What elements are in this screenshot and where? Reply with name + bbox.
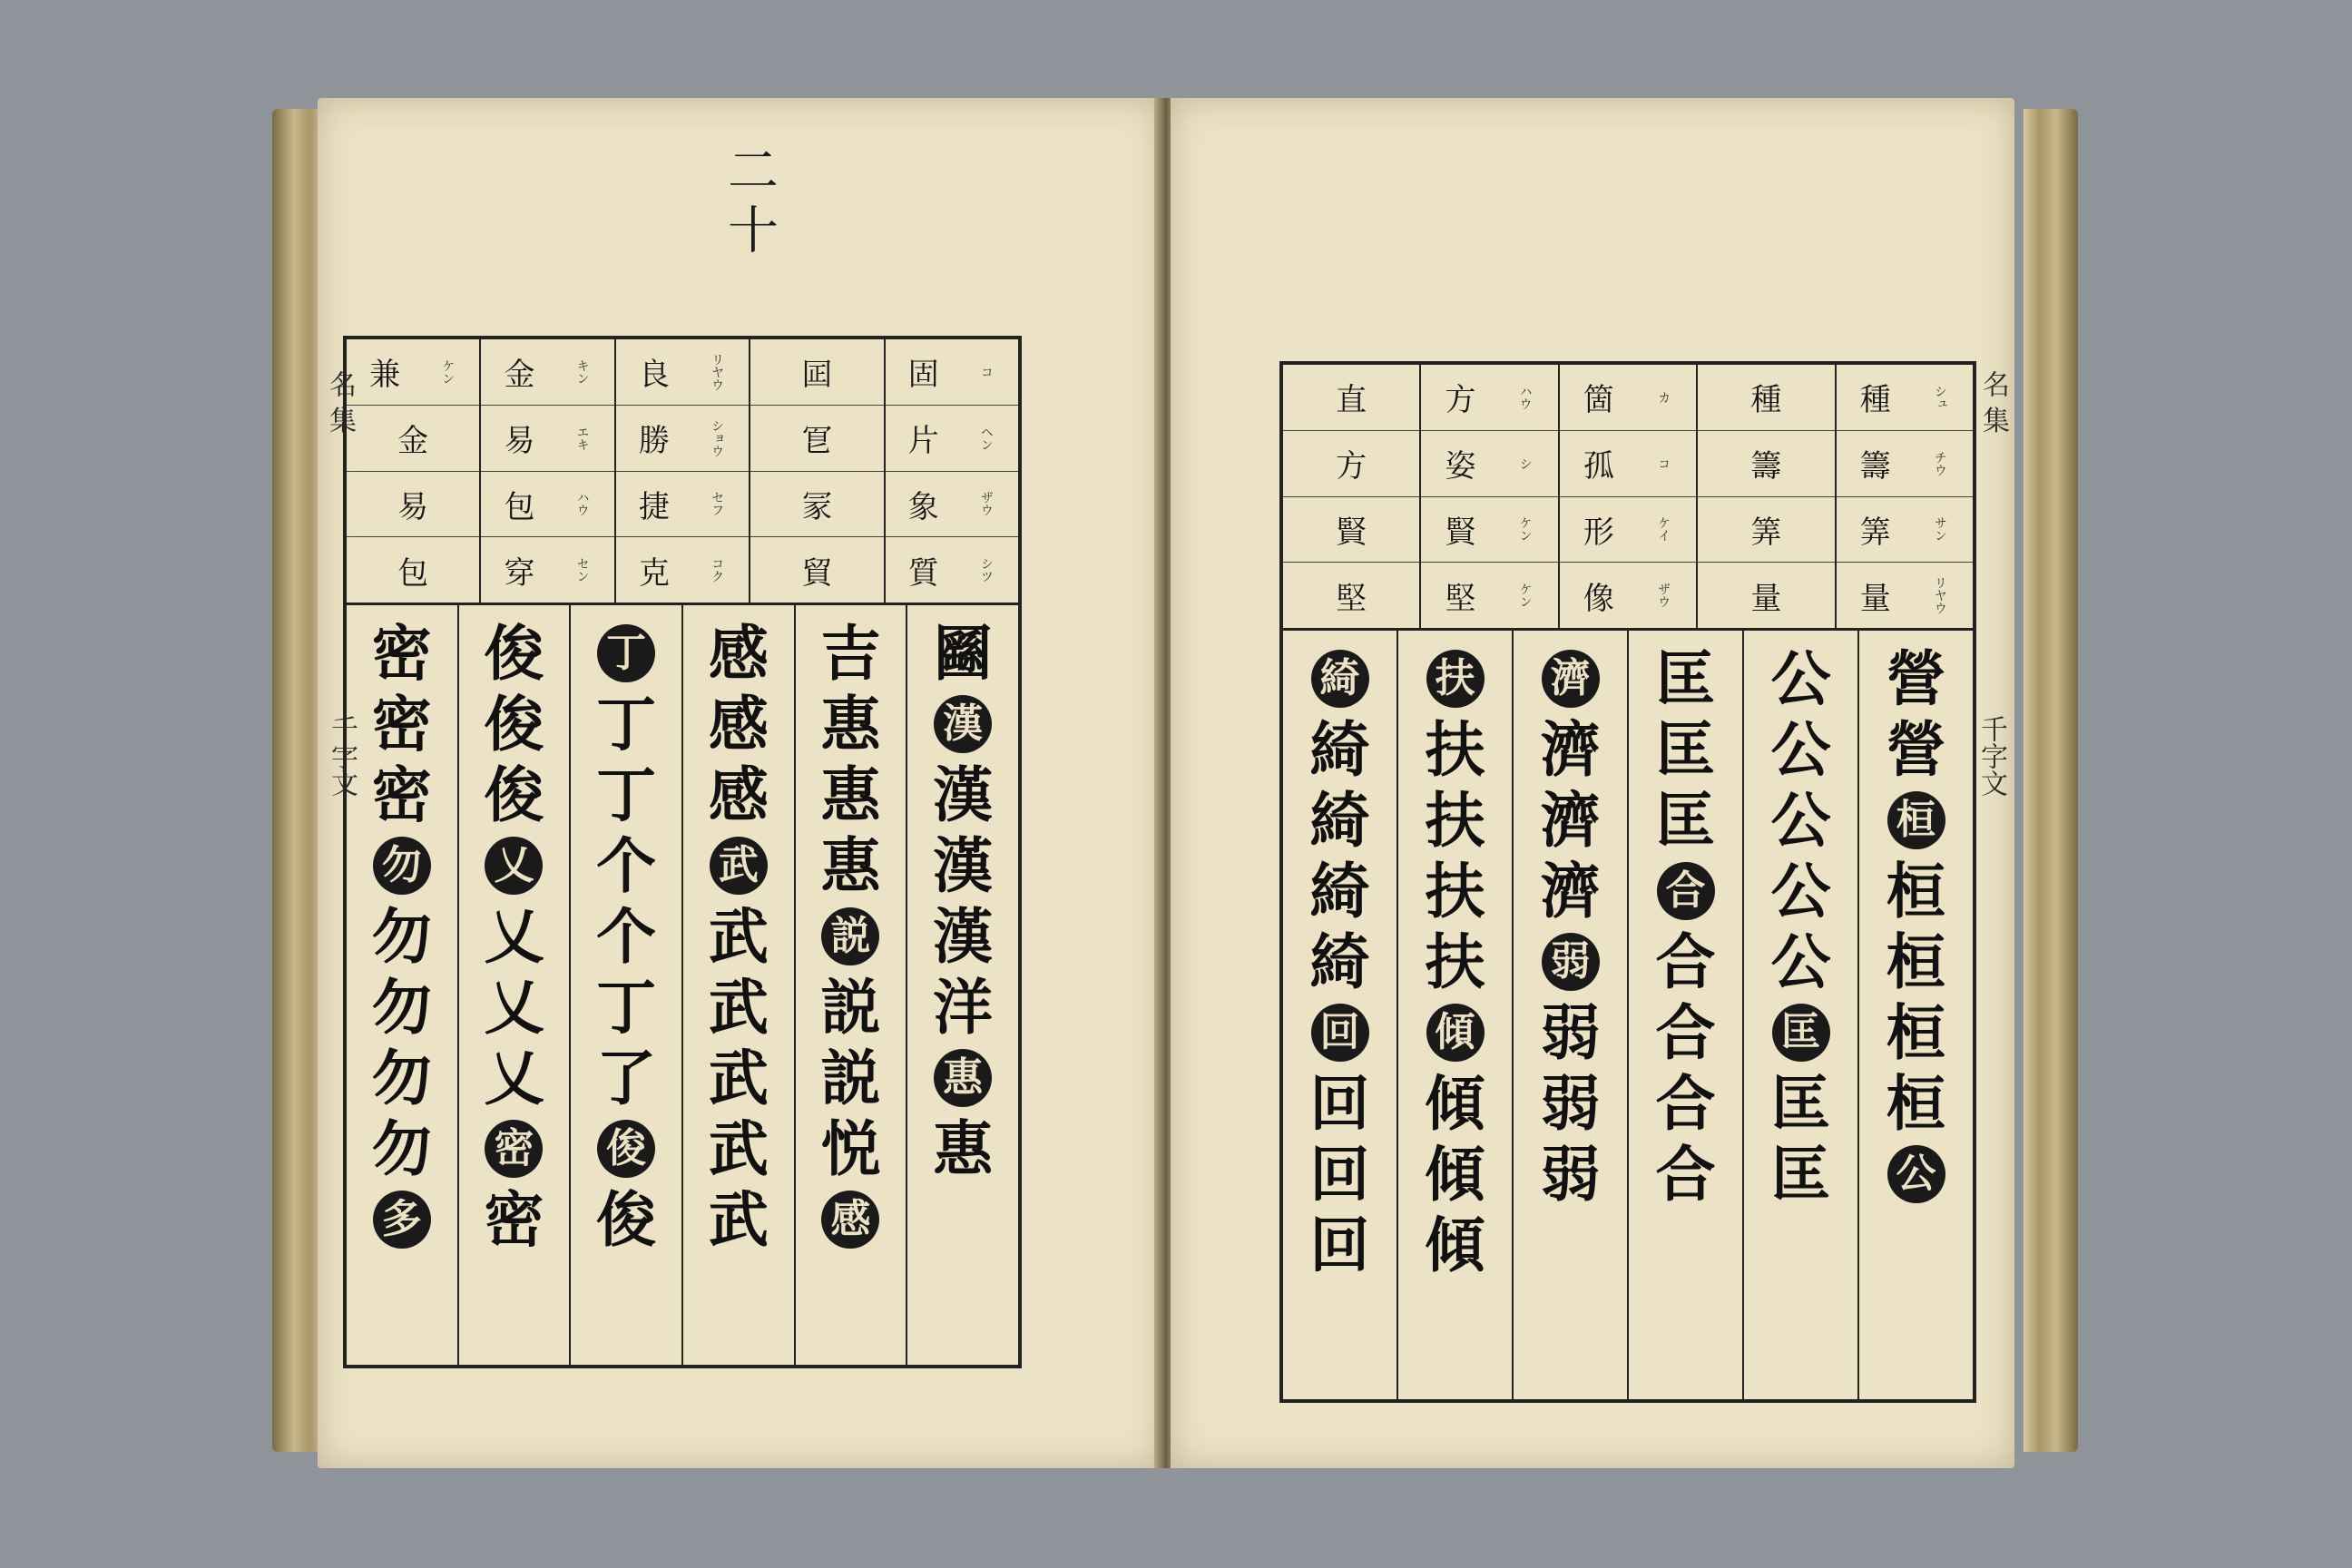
script-variant-glyph: 乂: [484, 901, 544, 972]
script-variant-glyph: 悦: [820, 1113, 881, 1184]
header-cell: [481, 472, 613, 538]
script-variant-glyph: 桓: [1886, 926, 1946, 997]
script-variant-glyph: 惠: [933, 1113, 994, 1184]
header-glyph: 克: [638, 554, 670, 592]
reading-note: ハウ: [1517, 384, 1533, 410]
left-header-table: [347, 339, 1018, 605]
header-cell: [750, 339, 883, 406]
header-cell: [750, 472, 883, 538]
header-cell: [1560, 497, 1696, 564]
header-column: [749, 339, 883, 603]
header-column: [479, 339, 613, 603]
script-variant-glyph: 勿: [371, 1043, 432, 1113]
header-cell: [347, 406, 479, 472]
header-glyph: 勝: [638, 423, 670, 460]
reading-note: ハウ: [574, 491, 590, 517]
left-header-columns: [347, 339, 1018, 603]
header-glyph: 冡: [801, 488, 833, 525]
script-variant-glyph: 合: [1655, 997, 1716, 1068]
header-cell: [1698, 365, 1834, 431]
script-variant-glyph: 俊: [484, 689, 544, 760]
header-glyph: 捷: [638, 488, 670, 525]
header-cell: [347, 537, 479, 603]
header-glyph: 賢: [1445, 514, 1476, 551]
circled-entry-glyph: 匡: [1772, 1004, 1830, 1062]
header-glyph: 種: [1859, 382, 1891, 419]
header-glyph: 穿: [504, 554, 535, 592]
script-variant-glyph: 漢: [933, 901, 994, 972]
reading-note: ザウ: [1656, 583, 1671, 609]
header-cell: [481, 406, 613, 472]
script-variant-glyph: 勿: [371, 972, 432, 1043]
script-variant-glyph: 丁: [596, 972, 657, 1043]
script-variant-glyph: 扶: [1425, 856, 1485, 926]
left-tab-label: 名 集: [324, 370, 356, 434]
reading-note: セフ: [710, 491, 725, 517]
glyph-column: [1742, 631, 1857, 1399]
header-glyph: 種: [1750, 382, 1782, 419]
script-variant-glyph: 密: [484, 1184, 544, 1255]
header-glyph: 方: [1336, 448, 1367, 485]
script-variant-glyph: 弱: [1540, 997, 1601, 1068]
script-variant-glyph: 勿: [371, 1113, 432, 1184]
header-cell: [1837, 365, 1973, 431]
right-side-label: 千字文: [1975, 715, 2007, 797]
header-glyph: 金: [504, 357, 535, 394]
circled-entry-glyph: 多: [373, 1191, 431, 1249]
header-glyph: 囸: [801, 357, 833, 394]
header-glyph: 質: [907, 554, 939, 592]
script-variant-glyph: 匡: [1655, 643, 1716, 714]
circled-entry-glyph: 俊: [597, 1120, 655, 1178]
header-column: [614, 339, 749, 603]
header-cell: [750, 406, 883, 472]
header-cell: [886, 406, 1018, 472]
header-glyph: 片: [907, 423, 939, 460]
script-variant-glyph: 濟: [1540, 785, 1601, 856]
right-tab-label: 名 集: [1977, 370, 2009, 434]
script-variant-glyph: 惠: [820, 830, 881, 901]
header-glyph: 堅: [1445, 580, 1476, 617]
reading-note: エキ: [574, 425, 590, 451]
glyph-column: [1396, 631, 1512, 1399]
header-glyph: 固: [907, 357, 939, 394]
script-variant-glyph: 勿: [371, 901, 432, 972]
script-variant-glyph: 密: [371, 618, 432, 689]
header-glyph: 箇: [1583, 382, 1614, 419]
header-cell: [616, 339, 749, 406]
reading-note: ケイ: [1656, 516, 1671, 543]
circled-entry-glyph: 桓: [1887, 791, 1945, 849]
script-variant-glyph: 洋: [933, 972, 994, 1043]
reading-note: ザウ: [978, 491, 994, 517]
circled-entry-glyph: 濟: [1542, 650, 1600, 708]
header-cell: [1421, 563, 1557, 628]
script-variant-glyph: 傾: [1425, 1139, 1485, 1210]
header-glyph: 易: [504, 423, 535, 460]
header-cell: [481, 339, 613, 406]
script-variant-glyph: 綺: [1309, 714, 1370, 785]
script-variant-glyph: 匡: [1770, 1139, 1831, 1210]
circled-entry-glyph: 乂: [485, 837, 543, 895]
header-cell: [886, 537, 1018, 603]
circled-entry-glyph: 綺: [1311, 650, 1369, 708]
header-column: [1419, 365, 1557, 628]
script-variant-glyph: 合: [1655, 926, 1716, 997]
script-variant-glyph: 丁: [596, 689, 657, 760]
header-glyph: 量: [1859, 580, 1891, 617]
script-variant-glyph: 丁: [596, 760, 657, 830]
header-cell: [1283, 497, 1419, 564]
right-header-columns: [1283, 365, 1973, 628]
script-variant-glyph: 武: [708, 1043, 769, 1113]
header-cell: [886, 339, 1018, 406]
script-variant-glyph: 扶: [1425, 926, 1485, 997]
script-variant-glyph: 桓: [1886, 1068, 1946, 1139]
left-body-columns: [347, 605, 1018, 1365]
circled-entry-glyph: 回: [1311, 1004, 1369, 1062]
script-variant-glyph: 个: [596, 830, 657, 901]
header-glyph: 良: [638, 357, 670, 394]
script-variant-glyph: 合: [1655, 1068, 1716, 1139]
reading-note: ケン: [1517, 583, 1533, 609]
circled-entry-glyph: 説: [821, 907, 879, 965]
script-variant-glyph: 綺: [1309, 785, 1370, 856]
script-variant-glyph: 匡: [1655, 785, 1716, 856]
right-header-table: [1283, 365, 1973, 631]
header-cell: [1421, 365, 1557, 431]
header-cell: [616, 406, 749, 472]
reading-note: リヤウ: [1932, 576, 1947, 615]
header-glyph: 筭: [1859, 514, 1891, 551]
reading-note: シ: [1517, 456, 1533, 470]
reading-note: ケン: [1517, 516, 1533, 543]
circled-entry-glyph: 密: [485, 1120, 543, 1178]
header-column: [1835, 365, 1973, 628]
header-cell: [886, 472, 1018, 538]
script-variant-glyph: 回: [1309, 1210, 1370, 1280]
header-cell: [1560, 563, 1696, 628]
script-variant-glyph: 公: [1770, 643, 1831, 714]
script-variant-glyph: 吉: [820, 618, 881, 689]
script-variant-glyph: 俊: [596, 1184, 657, 1255]
script-variant-glyph: 乂: [484, 1043, 544, 1113]
script-variant-glyph: 感: [708, 689, 769, 760]
header-cell: [1837, 497, 1973, 564]
circled-entry-glyph: 勿: [373, 837, 431, 895]
header-cell: [750, 537, 883, 603]
reading-note: コク: [710, 557, 725, 583]
script-variant-glyph: 弱: [1540, 1139, 1601, 1210]
header-cell: [616, 537, 749, 603]
script-variant-glyph: 合: [1655, 1139, 1716, 1210]
script-variant-glyph: 感: [708, 618, 769, 689]
script-variant-glyph: 感: [708, 760, 769, 830]
reading-note: リヤウ: [710, 352, 725, 391]
header-column: [1696, 365, 1834, 628]
script-variant-glyph: 个: [596, 901, 657, 972]
script-variant-glyph: 回: [1309, 1139, 1370, 1210]
right-body-columns: [1283, 631, 1973, 1399]
glyph-column: [347, 605, 457, 1365]
circled-entry-glyph: 惠: [934, 1049, 992, 1107]
circled-entry-glyph: 傾: [1426, 1004, 1485, 1062]
circled-entry-glyph: 弱: [1542, 933, 1600, 991]
script-variant-glyph: 公: [1770, 714, 1831, 785]
right-page: [1171, 98, 2014, 1468]
header-cell: [1560, 431, 1696, 497]
script-variant-glyph: 桓: [1886, 856, 1946, 926]
circled-entry-glyph: 感: [821, 1191, 879, 1249]
script-variant-glyph: 漢: [933, 830, 994, 901]
script-variant-glyph: 漢: [933, 760, 994, 830]
header-glyph: 形: [1583, 514, 1614, 551]
header-glyph: 象: [907, 488, 939, 525]
header-cell: [1560, 365, 1696, 431]
header-glyph: 籌: [1750, 448, 1782, 485]
header-glyph: 孤: [1583, 448, 1614, 485]
header-glyph: 直: [1336, 382, 1367, 419]
reading-note: ショウ: [710, 418, 725, 457]
script-variant-glyph: 密: [371, 760, 432, 830]
page-number: 二十: [720, 143, 779, 263]
header-glyph: 包: [397, 554, 429, 592]
header-cell: [1283, 365, 1419, 431]
glyph-column: [1627, 631, 1742, 1399]
reading-note: コ: [1656, 456, 1671, 470]
header-glyph: 像: [1583, 580, 1614, 617]
header-cell: [1283, 431, 1419, 497]
header-glyph: 兼: [369, 357, 401, 394]
header-column: [1558, 365, 1696, 628]
script-variant-glyph: 公: [1770, 926, 1831, 997]
script-variant-glyph: 公: [1770, 856, 1831, 926]
script-variant-glyph: 公: [1770, 785, 1831, 856]
glyph-column: [569, 605, 681, 1365]
header-cell: [1283, 563, 1419, 628]
header-glyph: 金: [397, 423, 429, 460]
header-column: [884, 339, 1018, 603]
script-variant-glyph: 傾: [1425, 1068, 1485, 1139]
script-variant-glyph: 桓: [1886, 997, 1946, 1068]
reading-note: セン: [574, 557, 590, 583]
glyph-column: [794, 605, 906, 1365]
circled-entry-glyph: 公: [1887, 1145, 1945, 1203]
left-page: [318, 98, 1161, 1468]
script-variant-glyph: 乂: [484, 972, 544, 1043]
script-variant-glyph: 密: [371, 689, 432, 760]
header-cell: [1837, 431, 1973, 497]
header-cell: [616, 472, 749, 538]
header-cell: [1421, 431, 1557, 497]
header-cell: [481, 537, 613, 603]
header-cell: [347, 339, 479, 406]
reading-note: カ: [1656, 390, 1671, 404]
header-glyph: 冟: [801, 423, 833, 460]
header-cell: [1698, 431, 1834, 497]
header-glyph: 量: [1750, 580, 1782, 617]
header-glyph: 易: [397, 488, 429, 525]
book-fore-edge-right: [2024, 109, 2078, 1452]
header-glyph: 包: [504, 488, 535, 525]
glyph-column: [457, 605, 570, 1365]
script-variant-glyph: 綺: [1309, 856, 1370, 926]
header-glyph: 賢: [1336, 514, 1367, 551]
script-variant-glyph: 匡: [1770, 1068, 1831, 1139]
script-variant-glyph: 扶: [1425, 714, 1485, 785]
script-variant-glyph: 了: [596, 1043, 657, 1113]
script-variant-glyph: 武: [708, 901, 769, 972]
header-cell: [1421, 497, 1557, 564]
right-table-frame: [1279, 361, 1976, 1403]
script-variant-glyph: 濟: [1540, 856, 1601, 926]
header-glyph: 方: [1445, 382, 1476, 419]
circled-entry-glyph: 丁: [597, 624, 655, 682]
circled-entry-glyph: 合: [1657, 862, 1715, 920]
open-book: [272, 91, 2078, 1488]
script-variant-glyph: 匡: [1655, 714, 1716, 785]
reading-note: ヘン: [978, 425, 994, 451]
header-cell: [1698, 563, 1834, 628]
header-glyph: 姿: [1445, 448, 1476, 485]
left-table-frame: [343, 336, 1022, 1368]
glyph-column: [906, 605, 1018, 1365]
header-glyph: 堅: [1336, 580, 1367, 617]
script-variant-glyph: 説: [820, 1043, 881, 1113]
script-variant-glyph: 㘥: [933, 618, 994, 689]
script-variant-glyph: 扶: [1425, 785, 1485, 856]
header-column: [347, 339, 479, 603]
reading-note: コ: [978, 365, 994, 378]
script-variant-glyph: 回: [1309, 1068, 1370, 1139]
glyph-column: [1283, 631, 1396, 1399]
script-variant-glyph: 營: [1886, 643, 1946, 714]
glyph-column: [1512, 631, 1627, 1399]
reading-note: キン: [574, 358, 590, 385]
script-variant-glyph: 綺: [1309, 926, 1370, 997]
script-variant-glyph: 俊: [484, 618, 544, 689]
header-cell: [1698, 497, 1834, 564]
script-variant-glyph: 説: [820, 972, 881, 1043]
script-variant-glyph: 武: [708, 1113, 769, 1184]
circled-entry-glyph: 武: [710, 837, 768, 895]
reading-note: チウ: [1932, 450, 1947, 476]
circled-entry-glyph: 漢: [934, 695, 992, 753]
header-column: [1283, 365, 1419, 628]
script-variant-glyph: 惠: [820, 760, 881, 830]
header-glyph: 貿: [801, 554, 833, 592]
glyph-column: [681, 605, 794, 1365]
script-variant-glyph: 俊: [484, 760, 544, 830]
reading-note: シツ: [978, 557, 994, 583]
left-side-label: 千字文: [326, 715, 358, 797]
script-variant-glyph: 傾: [1425, 1210, 1485, 1280]
script-variant-glyph: 營: [1886, 714, 1946, 785]
header-glyph: 筭: [1750, 514, 1782, 551]
script-variant-glyph: 濟: [1540, 714, 1601, 785]
script-variant-glyph: 武: [708, 1184, 769, 1255]
header-cell: [1837, 563, 1973, 628]
circled-entry-glyph: 扶: [1426, 650, 1485, 708]
reading-note: サン: [1932, 516, 1947, 543]
reading-note: シュ: [1932, 384, 1947, 410]
header-glyph: 籌: [1859, 448, 1891, 485]
script-variant-glyph: 惠: [820, 689, 881, 760]
script-variant-glyph: 武: [708, 972, 769, 1043]
script-variant-glyph: 弱: [1540, 1068, 1601, 1139]
header-cell: [347, 472, 479, 538]
glyph-column: [1857, 631, 1973, 1399]
reading-note: ケン: [440, 358, 456, 385]
